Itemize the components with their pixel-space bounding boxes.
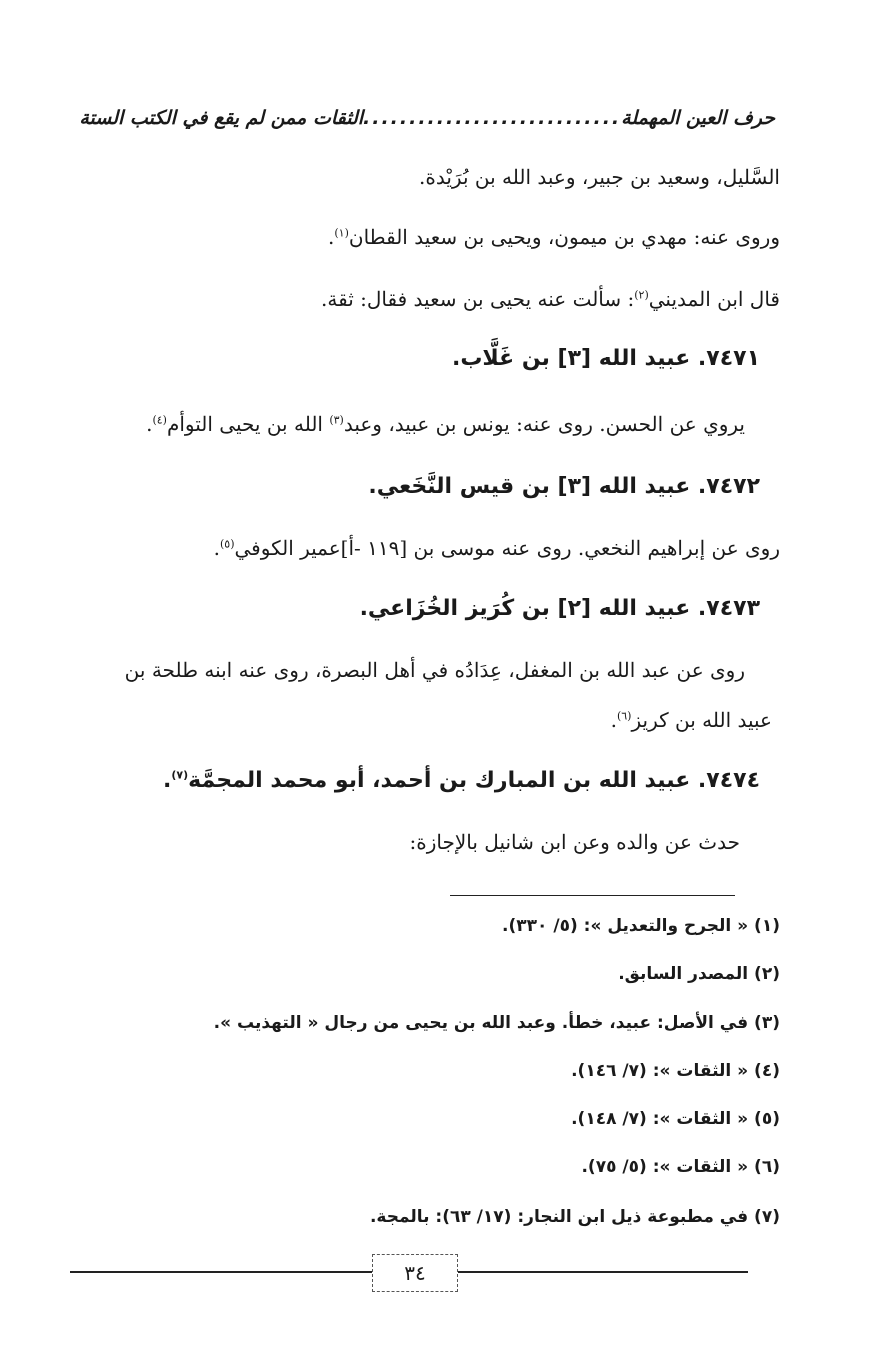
footnote-ref-7: (٧) <box>171 768 189 782</box>
footnote-7: (٧) في مطبوعة ذيل ابن النجار: (١٧/ ٦٣): بالمجة. <box>369 1207 780 1227</box>
footnote-4: (٤) « الثقات »: (٧/ ١٤٦). <box>571 1061 780 1081</box>
header-left-title: الثقات ممن لم يقع في الكتب الستة <box>79 107 364 129</box>
header-right-title: حرف العين المهملة <box>621 107 775 129</box>
entry-heading-7472 <box>60 474 760 499</box>
entry-text-7472: روى عن إبراهيم النخعي. روى عنه موسى بن [١١٩ -أ]عمير الكوفي$^{(٥)}$. <box>213 536 780 560</box>
footnote-ref-6: (٦) <box>616 709 632 723</box>
footnote-6: (٦) « الثقات »: (٥/ ٧٥). <box>581 1157 780 1177</box>
text-line-narrators: وروى عنه: مهدي بن ميمون، ويحيى بن سعيد القطان$^{(١)}$. <box>328 225 780 249</box>
text-line-ibn-madini: قال ابن المديني$^{(٢)}$: سألت عنه يحيى بن سعيد فقال: ثقة. <box>321 287 780 311</box>
entry-text-7474: حدث عن والده وعن ابن شانيل بالإجازة: <box>409 830 740 854</box>
entry-text-7473: روى عن عبد الله بن المغفل، عِدَادُه في أهل البصرة، روى عنه ابنه طلحة بن <box>124 658 745 682</box>
entry-number: ٧٤٧٢. <box>697 474 760 499</box>
footnote-ref-5: (٥) <box>219 537 235 551</box>
entry-heading-7471 <box>60 346 760 371</box>
footnote-1: (١) « الجرح والتعديل »: (٥/ ٣٣٠). <box>502 916 780 936</box>
entry-name: عبيد الله [٣] بن غَلَّاب. <box>451 346 691 371</box>
entry-name: عبيد الله [٢] بن كُرَيز الخُزَاعي. <box>359 596 691 621</box>
entry-number: ٧٤٧١. <box>697 346 760 371</box>
footnote-separator <box>450 895 735 896</box>
entry-text-7471: يروي عن الحسن. روى عنه: يونس بن عبيد، وعبد$^{(٣)}$ الله بن يحيى التوأم$^{(٤)}$. <box>146 412 745 436</box>
entry-text-7473-cont: عبيد الله بن كريز$^{(٦)}$. <box>610 708 772 732</box>
footnote-2: (٢) المصدر السابق. <box>618 964 780 984</box>
entry-name: عبيد الله بن المبارك بن أحمد، أبو محمد المجمَّة <box>188 768 691 793</box>
footnote-ref-1: (١) <box>334 226 349 240</box>
entry-number: ٧٤٧٤. <box>697 768 760 793</box>
page-number: ٣٤ <box>372 1254 458 1292</box>
footnote-ref-3: (٣) <box>329 413 344 427</box>
entry-heading-7474: ٧٤٧٤. عبيد الله بن المبارك بن أحمد، أبو محمد المجمَّة$^{(٧)}$. <box>163 768 760 793</box>
entry-number: ٧٤٧٣. <box>697 596 760 621</box>
entry-heading-7473 <box>60 596 760 621</box>
header-leader-dots: ............................ <box>363 107 622 129</box>
text-line-continuation: السَّليل، وسعيد بن جبير، وعبد الله بن بُرَيْدة. <box>419 165 780 189</box>
footnote-ref-4: (٤) <box>152 413 167 427</box>
footnote-3: (٣) في الأصل: عبيد، خطأ. وعبد الله بن يحيى من رجال « التهذيب ». <box>213 1013 780 1033</box>
entry-name: عبيد الله [٣] بن قيس النَّخَعي. <box>368 474 691 499</box>
footnote-5: (٥) « الثقات »: (٧/ ١٤٨). <box>571 1109 780 1129</box>
footnote-ref-2: (٢) <box>634 288 649 302</box>
running-header <box>79 100 775 136</box>
